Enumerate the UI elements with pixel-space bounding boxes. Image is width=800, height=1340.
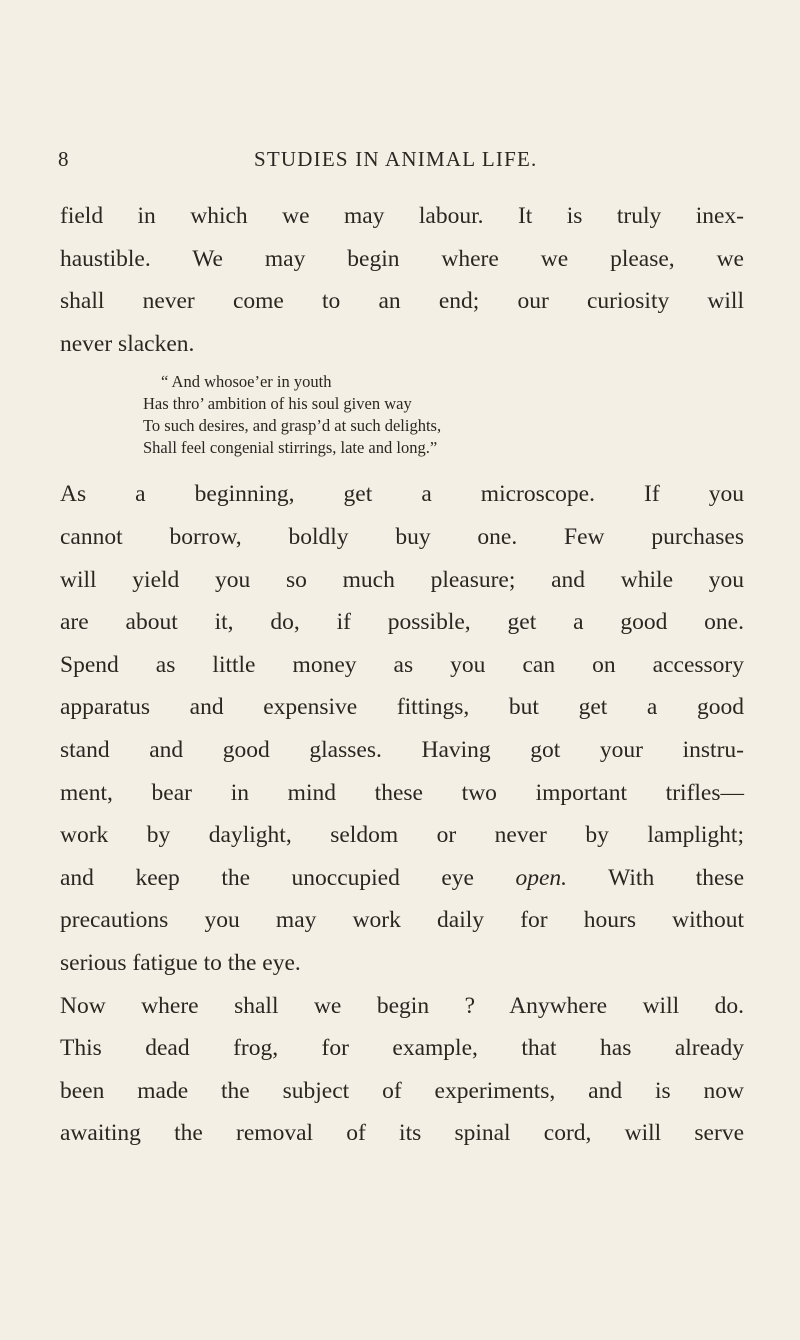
text-run: With these: [567, 864, 744, 891]
verse-line: Has thro’ ambition of his soul given way: [143, 394, 412, 414]
page-body: [60, 195, 744, 1155]
text-line: stand and good glasses. Having got your instru-: [60, 736, 744, 763]
verse-line: “ And whosoe’er in youth: [161, 372, 332, 392]
text-line: been made the subject of experiments, and is now: [60, 1077, 744, 1104]
text-line: never slacken.: [60, 330, 195, 357]
text-line: work by daylight, seldom or never by lamplight;: [60, 822, 744, 849]
paragraph-2: [60, 473, 744, 984]
running-title: STUDIES IN ANIMAL LIFE.: [254, 147, 538, 171]
text-line: apparatus and expensive fittings, but get a good: [60, 694, 744, 721]
text-line: awaiting the removal of its spinal cord, will serve: [60, 1120, 744, 1147]
text-line: precautions you may work daily for hours without: [60, 907, 744, 934]
page-number: 8: [58, 147, 70, 171]
verse-line: Shall feel congenial stirrings, late and long.”: [143, 438, 438, 458]
paragraph-3: [60, 985, 744, 1155]
running-head: [58, 144, 742, 174]
text-line: [60, 857, 744, 900]
text-line: shall never come to an end; our curiosity will: [60, 288, 744, 315]
text-line: Spend as little money as you can on accessory: [60, 651, 744, 678]
text-line: will yield you so much pleasure; and while you: [60, 566, 744, 593]
text-line: are about it, do, if possible, get a good one.: [60, 609, 744, 636]
text-line: haustible. We may begin where we please, we: [60, 245, 744, 272]
verse-quotation: [60, 371, 744, 459]
text-line: As a beginning, get a microscope. If you: [60, 481, 744, 508]
text-line: Now where shall we begin ? Anywhere will do.: [60, 992, 744, 1019]
text-run: and keep the unoccupied eye: [60, 864, 516, 891]
text-line: cannot borrow, boldly buy one. Few purchases: [60, 523, 744, 550]
text-line: field in which we may labour. It is truly inex-: [60, 203, 744, 229]
emphasis-open: open.: [515, 864, 568, 891]
text-line: serious fatigue to the eye.: [60, 949, 301, 976]
text-line: ment, bear in mind these two important trifles—: [60, 779, 744, 806]
verse-line: To such desires, and grasp’d at such delights,: [143, 416, 442, 436]
text-line: This dead frog, for example, that has already: [60, 1035, 744, 1062]
paragraph-1: [60, 195, 744, 365]
